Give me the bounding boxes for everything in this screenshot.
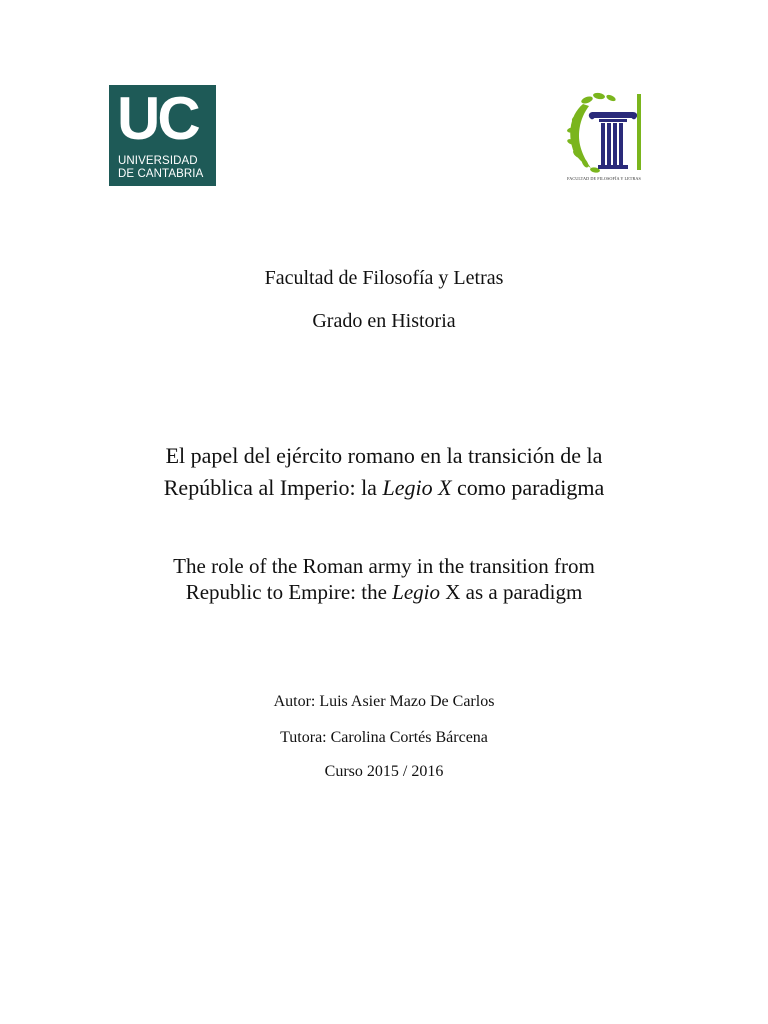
course-line: Curso 2015 / 2016 [324,763,444,780]
title-spanish-italic: Legio X [382,475,452,500]
title-english-line-2 [0,579,768,605]
universidad-de-cantabria-logo [109,85,216,186]
laurel-column-icon [565,92,643,176]
degree-name: Grado en Historia [312,310,456,332]
author-line: Autor: Luis Asier Mazo De Carlos [273,693,495,710]
title-english-line-2-start: Republic to Empire: the [185,580,393,604]
uc-logo-line-1: UNIVERSIDAD [118,155,198,167]
faculty-logo-caption: FACULTAD DE FILOSOFÍA Y LETRAS [567,176,641,181]
faculty-logo [565,92,643,184]
title-spanish-line-2-start: República al Imperio: la [163,475,383,500]
faculty-name: Facultad de Filosofía y Letras [264,267,504,289]
title-spanish-line-2 [0,472,768,504]
title-english-line-2-end: X as a paradigm [440,580,583,604]
tutor-line: Tutora: Carolina Cortés Bárcena [280,729,488,746]
title-english [0,553,768,605]
uc-logo-line-2: DE CANTABRIA [118,168,204,180]
uc-logo-mark: UC [117,85,198,152]
title-spanish-line-2-end: como paradigma [451,475,605,500]
title-spanish [0,440,768,504]
title-english-line-1: The role of the Roman army in the transition from [173,554,595,578]
title-spanish-line-1: El papel del ejército romano en la transición de la [165,443,603,468]
title-english-italic: Legio [392,580,440,604]
